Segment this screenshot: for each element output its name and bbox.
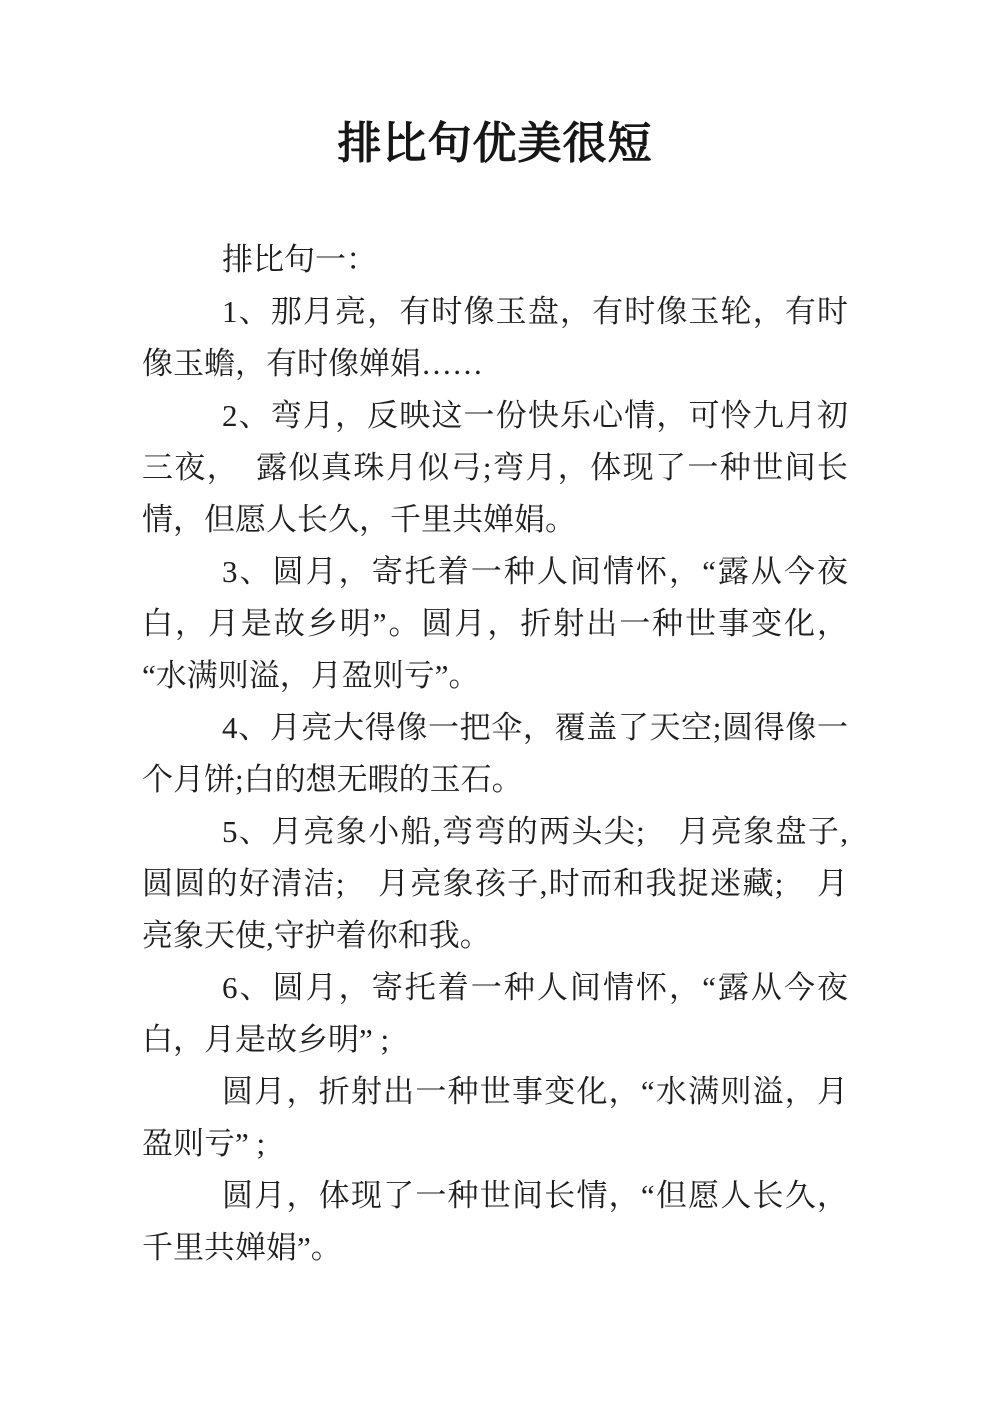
- paragraph: 1、那月亮，有时像玉盘，有时像玉轮，有时像玉蟾，有时像婵娟……: [142, 294, 848, 381]
- paragraph: 4、月亮大得像一把伞，覆盖了天空;圆得像一个月饼;白的想无暇的玉石。: [142, 710, 848, 797]
- paragraph: 3、圆月，寄托着一种人间情怀，“露从今夜白，月是故乡明”。圆月，折射出一种世事变化，“水满则溢，月盈则亏”。: [142, 554, 848, 693]
- paragraph: 5、月亮象小船,弯弯的两头尖; 月亮象盘子,圆圆的好清洁; 月亮象孩子,时而和我捉迷藏; 月亮象天使,守护着你和我。: [142, 814, 848, 953]
- paragraph: 圆月，折射出一种世事变化，“水满则溢，月盈则亏” ;: [142, 1074, 848, 1161]
- paragraph: 圆月，体现了一种世间长情，“但愿人长久，千里共婵娟”。: [142, 1178, 848, 1265]
- document-title: 排比句优美很短: [337, 119, 653, 168]
- paragraph: 6、圆月，寄托着一种人间情怀，“露从今夜白，月是故乡明” ;: [142, 970, 848, 1057]
- paragraph-list: [142, 234, 848, 1274]
- paragraph: 2、弯月，反映这一份快乐心情，可怜九月初三夜， 露似真珠月似弓;弯月，体现了一种世间长情，但愿人长久，千里共婵娟。: [142, 398, 848, 537]
- paragraph: 排比句一：: [222, 242, 377, 277]
